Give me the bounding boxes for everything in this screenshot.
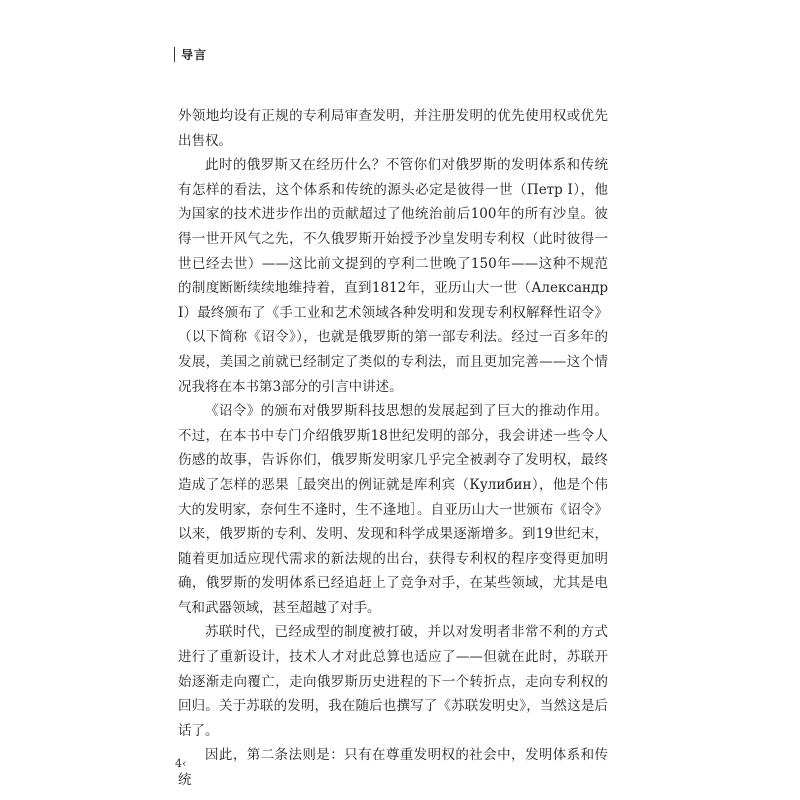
- body-text: [178, 104, 608, 793]
- page-number: 4‹: [175, 757, 187, 770]
- paragraph: 因此，第二条法则是：只有在尊重发明权的社会中，发明体系和传统: [178, 747, 608, 789]
- paragraph-continuation: 外领地均设有正规的专利局审查发明，并注册发明的优先使用权或优先出售权。: [178, 108, 608, 149]
- paragraph: 此时的俄罗斯又在经历什么？不管你们对俄罗斯的发明体系和传统有怎样的看法，这个体系和传统的源头必定是彼得一世（Петр I），他为国家的技术进步作出的贡献超过了他统治前后100年的所有沙皇。彼得一世开风气之先，不久俄罗斯开始授予沙皇发明专利权（此时彼得一世已经去世）——这比前文提到的亨利二世晚了150年——这种不规范的制度断断续续地维持着，直到1812年，亚历山大一世（Александр I）最终颁布了《手工业和艺术领域各种发明和发现专利权解释性诏令》（以下简称《诏令》），也就是俄罗斯的第一部专利法。经过一百多年的发展，美国之前就已经制定了类似的专利法，而且更加完善——这个情况我将在本书第3部分的引言中讲述。: [178, 157, 608, 395]
- header-divider-bar: [174, 47, 175, 62]
- running-header: [174, 44, 207, 64]
- paragraph: 苏联时代，已经成型的制度被打破，并以对发明者非常不利的方式进行了重新设计，技术人才对此总算也适应了——但就在此时，苏联开始逐渐走向覆亡，走向俄罗斯历史进程的下一个转折点，走向专利权的回归。关于苏联的发明，我在随后也撰写了《苏联发明史》，当然这是后话了。: [178, 624, 608, 739]
- paragraph: 《诏令》的颁布对俄罗斯科技思想的发展起到了巨大的推动作用。不过，在本书中专门介绍俄罗斯18世纪发明的部分，我会讲述一些令人伤感的故事，告诉你们，俄罗斯发明家几乎完全被剥夺了发明权，最终造成了怎样的恶果［最突出的例证就是库利宾（Кулибин），他是个伟大的发明家，奈何生不逢时，生不逢地］。自亚历山大一世颁布《诏令》以来，俄罗斯的专利、发明、发现和科学成果逐渐增多。到19世纪末，随着更加适应现代需求的新法规的出台，获得专利权的程序变得更加明确，俄罗斯的发明体系已经追赶上了竞争对手，在某些领域，尤其是电气和武器领域，甚至超越了对手。: [178, 403, 608, 616]
- header-title: 导言: [181, 47, 208, 62]
